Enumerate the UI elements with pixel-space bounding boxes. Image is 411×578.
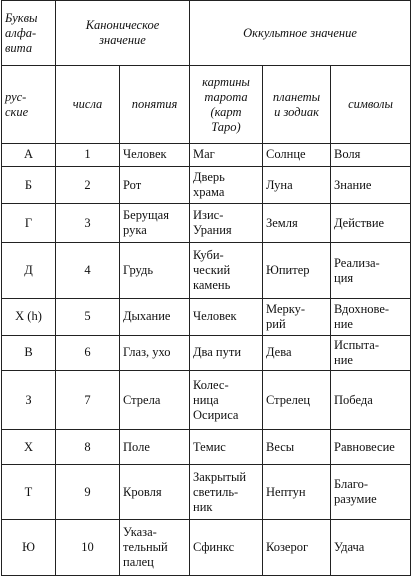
tarot-cell: Человек [190, 299, 263, 335]
table-row [2, 465, 411, 520]
concept-cell: Грудь [120, 243, 190, 299]
letter-cell: Х (h) [2, 299, 56, 335]
tarot-cell: Два пути [190, 335, 263, 370]
letter-cell: В [2, 335, 56, 370]
planet-cell: Луна [263, 167, 331, 203]
tarot-cell: Сфинкс [190, 520, 263, 576]
header-numbers: числа [56, 66, 120, 143]
tarot-cell: Колес- ница Осириса [190, 371, 263, 430]
header-occult: Оккультное значение [190, 1, 411, 66]
table-row [2, 520, 411, 576]
header-concepts: понятия [120, 66, 190, 143]
number-cell: 10 [56, 520, 120, 576]
planet-cell: Дева [263, 335, 331, 370]
letter-cell: Ю [2, 520, 56, 576]
planet-cell: Козерог [263, 520, 331, 576]
table-row [2, 167, 411, 203]
symbol-cell: Победа [331, 371, 411, 430]
tarot-cell: Закрытый светиль- ник [190, 465, 263, 520]
tarot-cell: Дверь храма [190, 167, 263, 203]
number-cell: 6 [56, 335, 120, 370]
planet-cell: Мерку- рий [263, 299, 331, 335]
symbol-cell: Испыта- ние [331, 335, 411, 370]
letter-cell: Т [2, 465, 56, 520]
symbol-cell: Благо- разумие [331, 465, 411, 520]
table-row [2, 299, 411, 335]
symbol-cell: Равновесие [331, 430, 411, 465]
header-canonical: Каноническое значение [56, 1, 190, 66]
number-cell: 5 [56, 299, 120, 335]
symbol-cell: Реализа- ция [331, 243, 411, 299]
header-russian: рус- ские [2, 66, 56, 143]
planet-cell: Юпитер [263, 243, 331, 299]
header-letters: Буквы алфа- вита [2, 1, 56, 66]
number-cell: 9 [56, 465, 120, 520]
letter-cell: Д [2, 243, 56, 299]
concept-cell: Рот [120, 167, 190, 203]
planet-cell: Весы [263, 430, 331, 465]
concept-cell: Поле [120, 430, 190, 465]
number-cell: 4 [56, 243, 120, 299]
table-body [2, 143, 411, 575]
tarot-cell: Темис [190, 430, 263, 465]
letter-cell: Б [2, 167, 56, 203]
number-cell: 8 [56, 430, 120, 465]
tarot-cell: Маг [190, 143, 263, 167]
header-row-top [2, 1, 411, 66]
concept-cell: Указа- тельный палец [120, 520, 190, 576]
number-cell: 7 [56, 371, 120, 430]
number-cell: 1 [56, 143, 120, 167]
letter-cell: Х [2, 430, 56, 465]
planet-cell: Земля [263, 203, 331, 243]
letter-cell: Г [2, 203, 56, 243]
concept-cell: Берущая рука [120, 203, 190, 243]
planet-cell: Стрелец [263, 371, 331, 430]
letter-cell: З [2, 371, 56, 430]
planet-cell: Солнце [263, 143, 331, 167]
table-row [2, 203, 411, 243]
table-row [2, 243, 411, 299]
number-cell: 3 [56, 203, 120, 243]
tarot-cell: Изис- Урания [190, 203, 263, 243]
table-row [2, 371, 411, 430]
concept-cell: Стрела [120, 371, 190, 430]
number-cell: 2 [56, 167, 120, 203]
planet-cell: Нептун [263, 465, 331, 520]
letter-cell: А [2, 143, 56, 167]
concept-cell: Глаз, ухо [120, 335, 190, 370]
table-row [2, 430, 411, 465]
header-tarot: картины тарота (карт Таро) [190, 66, 263, 143]
table-row [2, 335, 411, 370]
symbol-cell: Удача [331, 520, 411, 576]
symbol-cell: Воля [331, 143, 411, 167]
symbol-cell: Действие [331, 203, 411, 243]
concept-cell: Дыхание [120, 299, 190, 335]
header-planets: планеты и зодиак [263, 66, 331, 143]
tarot-cell: Куби- ческий камень [190, 243, 263, 299]
concept-cell: Человек [120, 143, 190, 167]
table-row [2, 143, 411, 167]
header-symbols: символы [331, 66, 411, 143]
alphabet-correspondence-table [1, 0, 411, 576]
symbol-cell: Знание [331, 167, 411, 203]
header-row-sub [2, 66, 411, 143]
symbol-cell: Вдохнове- ние [331, 299, 411, 335]
concept-cell: Кровля [120, 465, 190, 520]
